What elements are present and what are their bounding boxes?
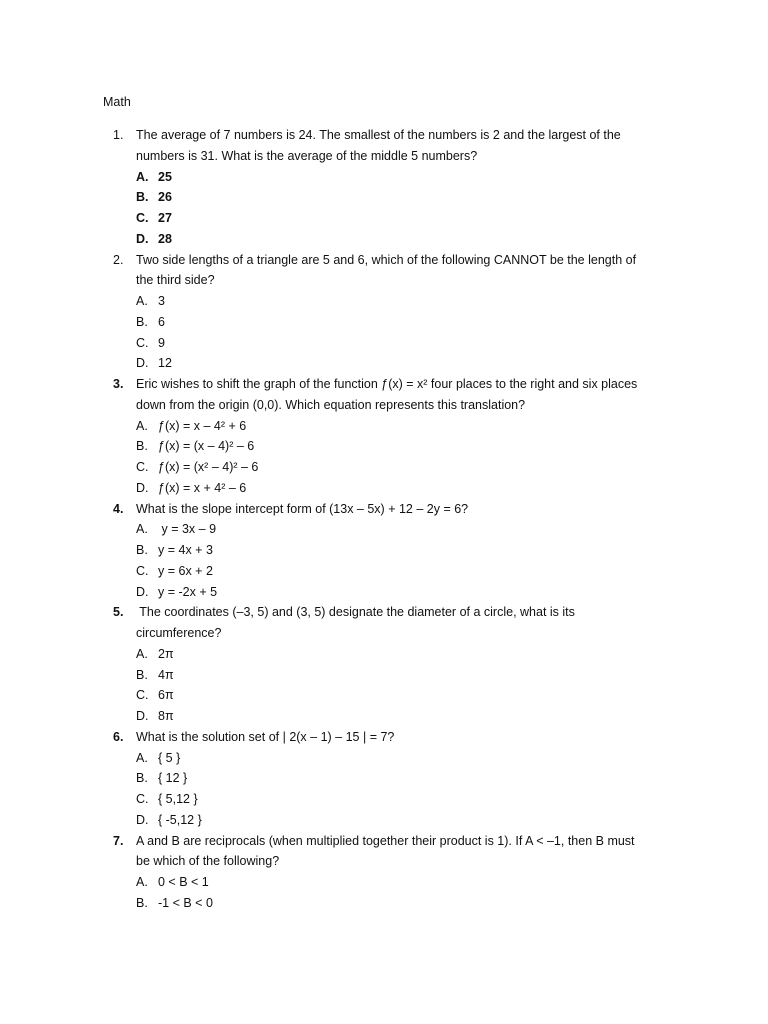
option-a: [136, 748, 700, 769]
option-text: 8π: [158, 709, 174, 723]
question-number: 7.: [113, 833, 124, 848]
option-letter: C.: [136, 792, 149, 806]
option-text: y = 3x – 9: [158, 522, 217, 537]
option-b: [136, 665, 700, 686]
question-text: The coordinates (–3, 5) and (3, 5) designate the diameter of a circle, what is its: [136, 605, 575, 620]
option-a: [136, 291, 700, 312]
option-text: 9: [158, 335, 165, 350]
question-text: numbers is 31. What is the average of the middle 5 numbers?: [136, 148, 478, 163]
option-letter: B.: [136, 895, 148, 910]
option-text: 26: [158, 190, 172, 205]
option-letter: A.: [136, 169, 149, 184]
option-d: [136, 353, 700, 374]
option-text: { 5,12 }: [158, 792, 198, 806]
option-text: y = -2x + 5: [158, 584, 218, 599]
option-letter: D.: [136, 356, 149, 371]
option-letter: D.: [136, 709, 149, 723]
option-letter: B.: [136, 543, 148, 557]
question-text: Eric wishes to shift the graph of the function ƒ(x) = x² four places to the right and six places: [136, 377, 638, 391]
option-text: 6π: [158, 688, 174, 703]
option-text: { -5,12 }: [158, 812, 202, 827]
option-letter: C.: [136, 211, 149, 225]
option-text: 25: [158, 169, 172, 184]
option-c: [136, 333, 700, 354]
option-a: [136, 519, 700, 540]
option-c: [136, 457, 700, 478]
option-letter: D.: [136, 812, 149, 827]
question-6: [0, 727, 700, 831]
option-text: { 5 }: [158, 750, 181, 765]
option-letter: C.: [136, 335, 149, 350]
option-letter: A.: [136, 875, 148, 889]
option-d: [136, 478, 700, 499]
question-5: [0, 602, 700, 727]
option-d: [136, 810, 700, 831]
question-text: What is the solution set of | 2(x – 1) – 15 | = 7?: [136, 729, 395, 744]
option-letter: B.: [136, 314, 148, 329]
question-text: Two side lengths of a triangle are 5 and 6, which of the following CANNOT be the length of: [136, 252, 637, 267]
option-text: 0 < B < 1: [158, 875, 209, 889]
option-text: y = 6x + 2: [158, 563, 213, 578]
option-d: [136, 582, 700, 603]
option-a: [136, 644, 700, 665]
option-letter: B.: [136, 190, 149, 205]
option-letter: A.: [136, 646, 148, 661]
question-text: What is the slope intercept form of (13x – 5x) + 12 – 2y = 6?: [136, 501, 469, 516]
option-text: y = 4x + 3: [158, 543, 213, 557]
question-2: [0, 250, 700, 375]
question-4: [0, 499, 700, 603]
option-letter: A.: [136, 418, 148, 433]
option-letter: C.: [136, 688, 149, 703]
question-number: 1.: [113, 128, 124, 142]
question-text: the third side?: [136, 273, 215, 288]
option-a: [136, 872, 700, 893]
option-c: [136, 208, 700, 229]
question-text: down from the origin (0,0). Which equation represents this translation?: [136, 397, 526, 412]
option-b: [136, 893, 700, 914]
question-number: 5.: [113, 605, 124, 620]
option-text: ƒ(x) = x – 4² + 6: [158, 418, 247, 433]
option-a: [136, 167, 700, 188]
option-a: [136, 416, 700, 437]
option-text: { 12 }: [158, 771, 188, 786]
option-letter: A.: [136, 750, 148, 765]
option-letter: A.: [136, 522, 148, 537]
option-text: 6: [158, 314, 165, 329]
option-text: 4π: [158, 667, 174, 682]
option-d: [136, 706, 700, 727]
option-c: [136, 685, 700, 706]
option-text: ƒ(x) = (x² – 4)² – 6: [158, 460, 259, 474]
option-b: [136, 187, 700, 208]
option-text: 2π: [158, 646, 174, 661]
option-letter: D.: [136, 584, 149, 599]
question-3: [0, 374, 700, 499]
question-list: [0, 125, 700, 914]
question-7: [0, 831, 700, 914]
option-letter: D.: [136, 480, 149, 495]
option-text: -1 < B < 0: [158, 895, 213, 910]
option-c: [136, 561, 700, 582]
option-b: [136, 768, 700, 789]
option-letter: B.: [136, 667, 148, 682]
option-letter: B.: [136, 771, 148, 786]
option-b: [136, 312, 700, 333]
question-text: The average of 7 numbers is 24. The smallest of the numbers is 2 and the largest of the: [136, 128, 621, 142]
option-letter: B.: [136, 439, 148, 454]
option-text: 3: [158, 294, 165, 308]
option-b: [136, 436, 700, 457]
option-text: 12: [158, 356, 172, 371]
question-number: 6.: [113, 729, 124, 744]
option-letter: C.: [136, 563, 149, 578]
option-b: [136, 540, 700, 561]
option-c: [136, 789, 700, 810]
question-text: be which of the following?: [136, 854, 280, 869]
option-text: 27: [158, 211, 172, 225]
option-d: [136, 229, 700, 250]
question-text: A and B are reciprocals (when multiplied together their product is 1). If A < –1, then B must: [136, 833, 635, 848]
option-text: ƒ(x) = x + 4² – 6: [158, 480, 247, 495]
question-1: [0, 125, 700, 250]
option-text: ƒ(x) = (x – 4)² – 6: [158, 439, 255, 454]
option-letter: A.: [136, 294, 148, 308]
question-number: 2.: [113, 252, 124, 267]
question-text: circumference?: [136, 626, 222, 640]
option-letter: D.: [136, 231, 149, 246]
option-text: 28: [158, 231, 172, 246]
question-number: 4.: [113, 501, 124, 516]
page-title: Math: [103, 95, 131, 109]
option-letter: C.: [136, 460, 149, 474]
question-number: 3.: [113, 377, 124, 391]
